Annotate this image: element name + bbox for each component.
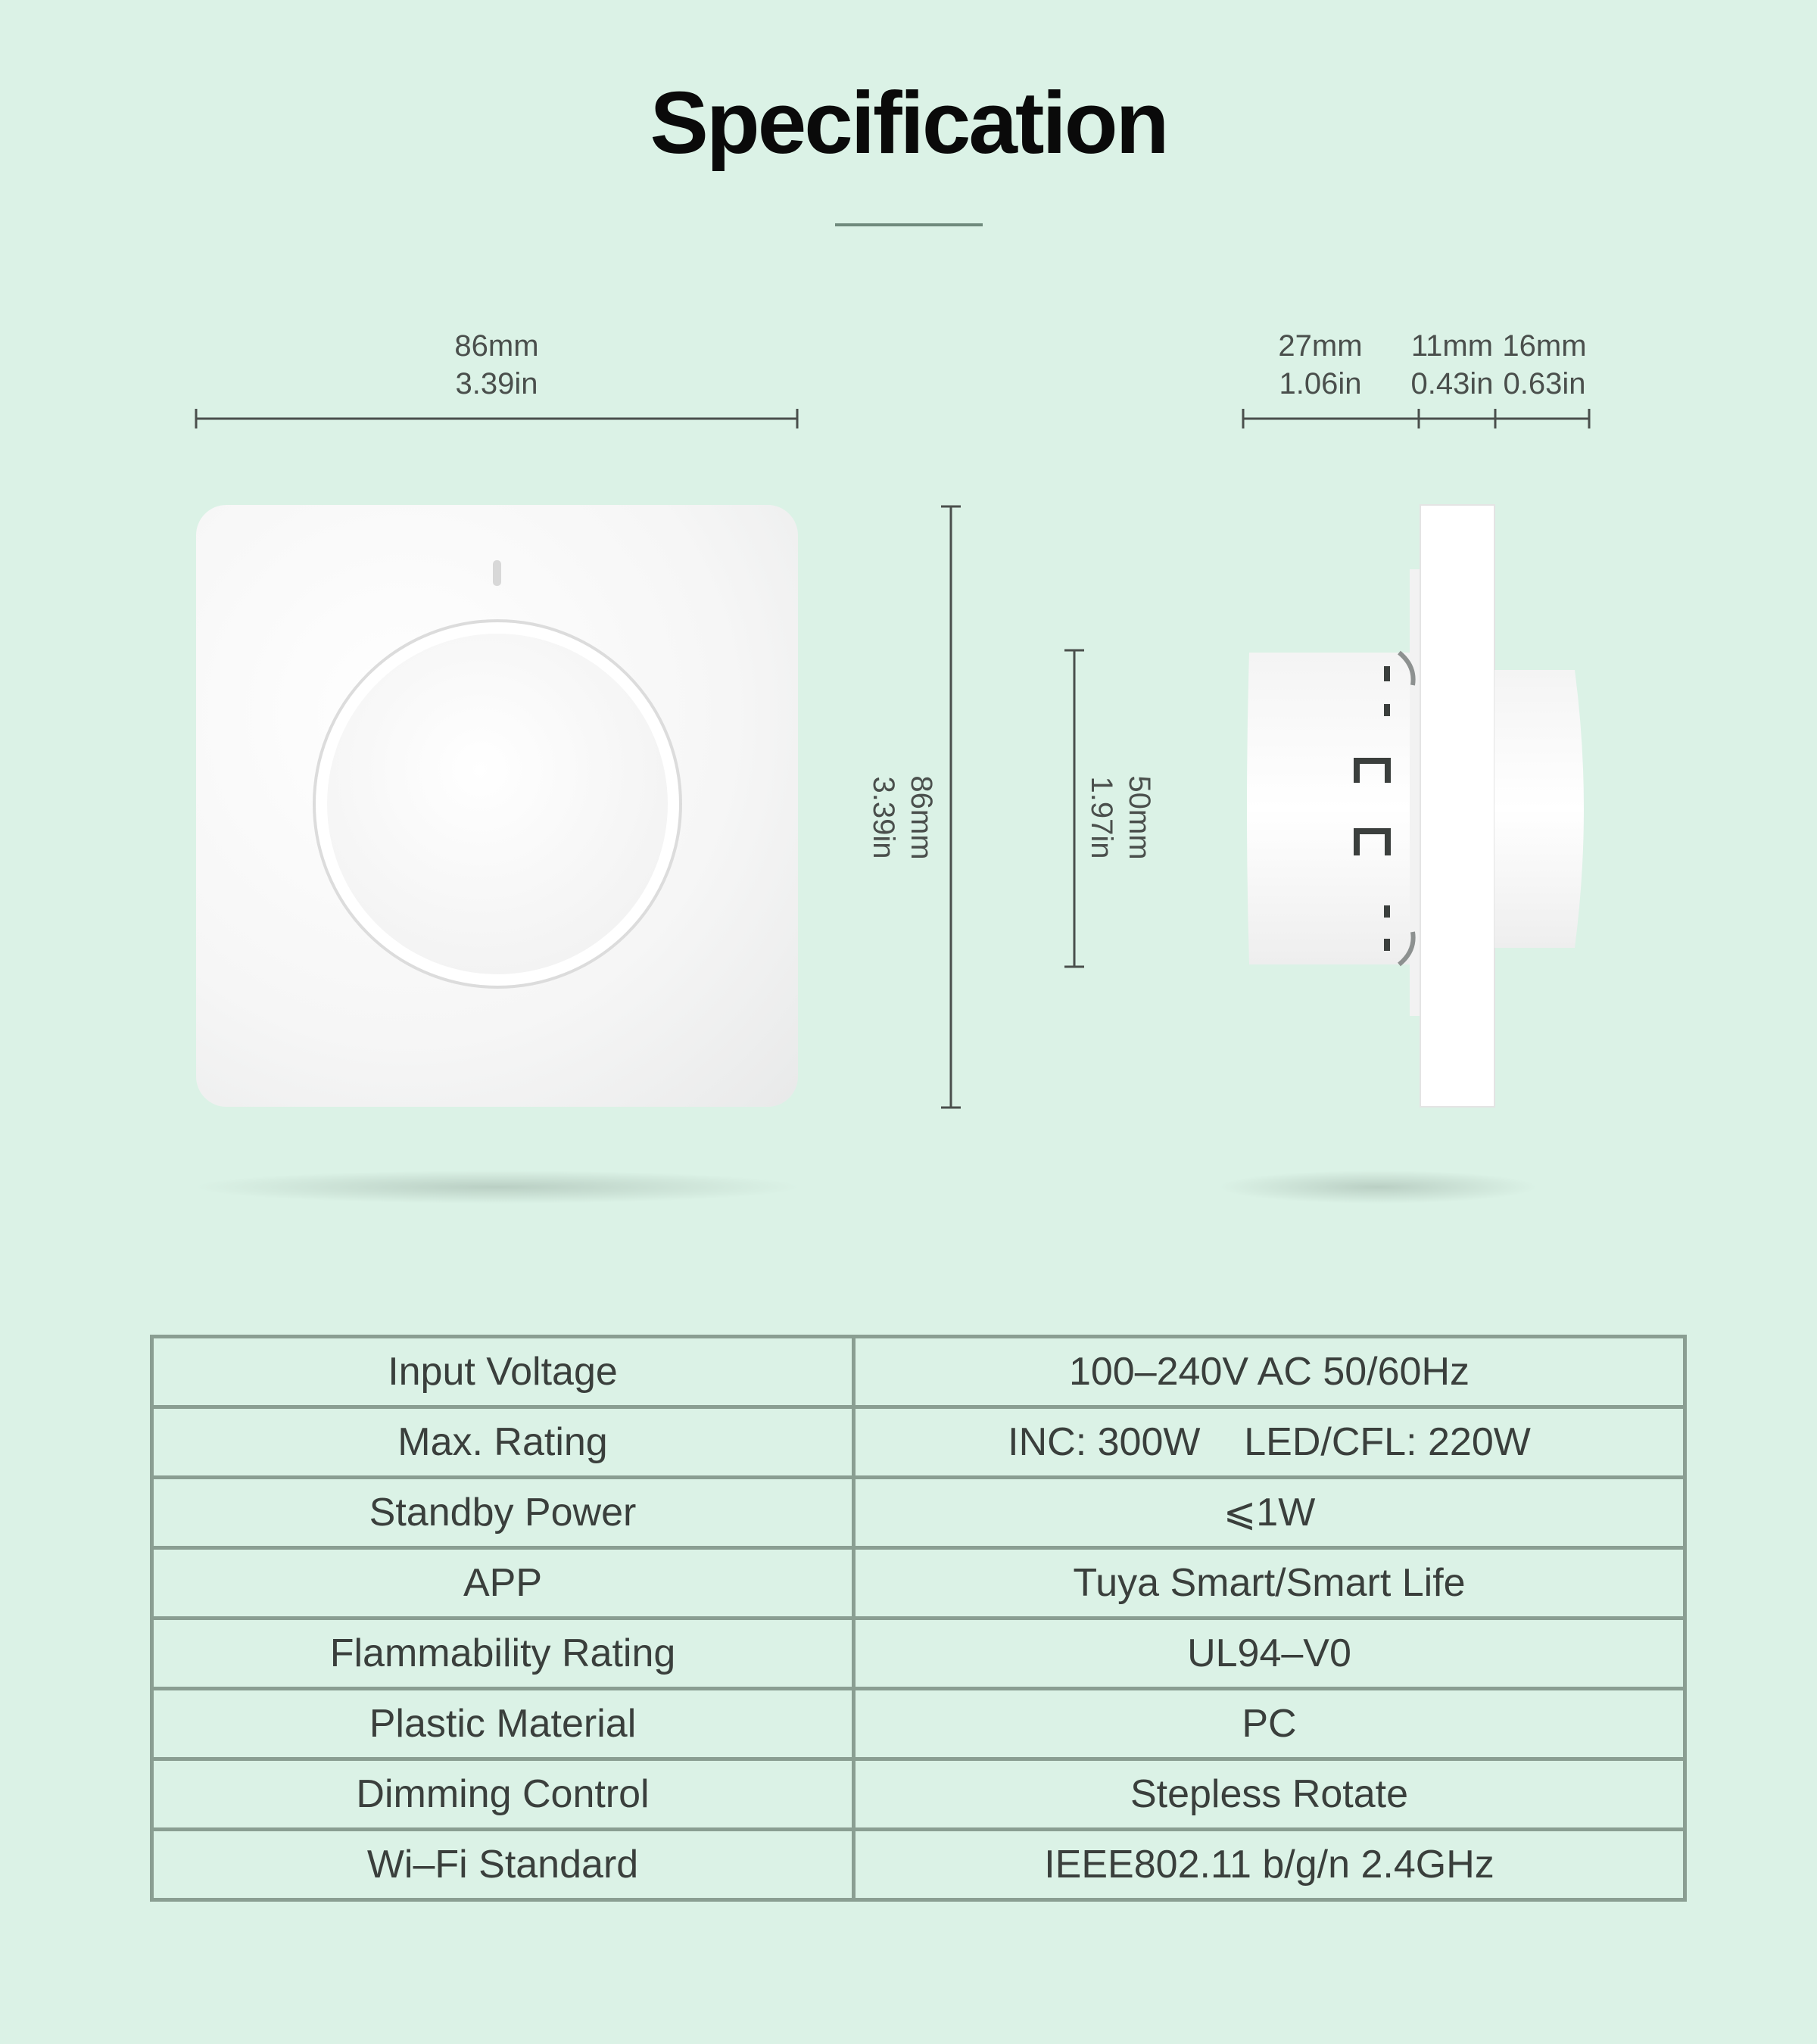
spec-value: IEEE802.11 b/g/n 2.4GHz	[854, 1830, 1685, 1900]
spec-table	[150, 1335, 1687, 1902]
front-height-mm: 86mm	[905, 775, 938, 860]
table-row	[152, 1830, 1685, 1900]
switch-side-view	[1247, 505, 1584, 1107]
front-height-label	[865, 742, 940, 893]
front-height-in: 3.39in	[867, 776, 900, 859]
front-width-mm: 86mm	[454, 329, 539, 363]
plate-depth-label	[1407, 327, 1498, 403]
table-row	[152, 1548, 1685, 1619]
side-depth-dimension	[1243, 409, 1589, 428]
table-row	[152, 1759, 1685, 1830]
table-row	[152, 1407, 1685, 1478]
spec-label: Plastic Material	[152, 1689, 854, 1759]
page-title: Specification	[650, 73, 1167, 172]
body-height-label	[1083, 742, 1158, 893]
spec-label: Input Voltage	[152, 1337, 854, 1407]
dimmer-knob	[327, 634, 668, 974]
spec-label: Max. Rating	[152, 1407, 854, 1478]
front-height-dimension	[941, 506, 961, 1108]
spec-label: Wi–Fi Standard	[152, 1830, 854, 1900]
spec-label: Dimming Control	[152, 1759, 854, 1830]
spec-value: INC: 300W LED/CFL: 220W	[854, 1407, 1685, 1478]
body-height-mm: 50mm	[1123, 775, 1156, 860]
spec-value: UL94–V0	[854, 1619, 1685, 1689]
plate-depth-mm: 11mm	[1410, 329, 1494, 363]
front-width-label	[421, 327, 572, 403]
depth-back-label	[1260, 327, 1381, 403]
body-height-in: 1.97in	[1085, 776, 1118, 859]
spec-label: Standby Power	[152, 1478, 854, 1548]
spec-value: Tuya Smart/Smart Life	[854, 1548, 1685, 1619]
plate-depth-in: 0.43in	[1410, 367, 1494, 400]
body-height-dimension	[1064, 650, 1084, 967]
spec-value: Stepless Rotate	[854, 1759, 1685, 1830]
front-width-dimension	[196, 409, 797, 428]
spec-value: ⩽1W	[854, 1478, 1685, 1548]
spec-label: Flammability Rating	[152, 1619, 854, 1689]
depth-back-mm: 27mm	[1278, 329, 1363, 363]
side-shadow	[1219, 1170, 1537, 1204]
knob-depth-in: 0.63in	[1503, 367, 1586, 400]
front-width-in: 3.39in	[455, 367, 538, 400]
spec-label: APP	[152, 1548, 854, 1619]
spec-value: PC	[854, 1689, 1685, 1759]
table-row	[152, 1689, 1685, 1759]
front-shadow	[195, 1170, 800, 1204]
depth-back-in: 1.06in	[1279, 367, 1362, 400]
table-row	[152, 1478, 1685, 1548]
spec-value: 100–240V AC 50/60Hz	[854, 1337, 1685, 1407]
knob-depth-mm: 16mm	[1502, 329, 1587, 363]
led-indicator	[493, 560, 501, 586]
knob-depth-label	[1499, 327, 1590, 403]
table-row	[152, 1337, 1685, 1407]
table-row	[152, 1619, 1685, 1689]
